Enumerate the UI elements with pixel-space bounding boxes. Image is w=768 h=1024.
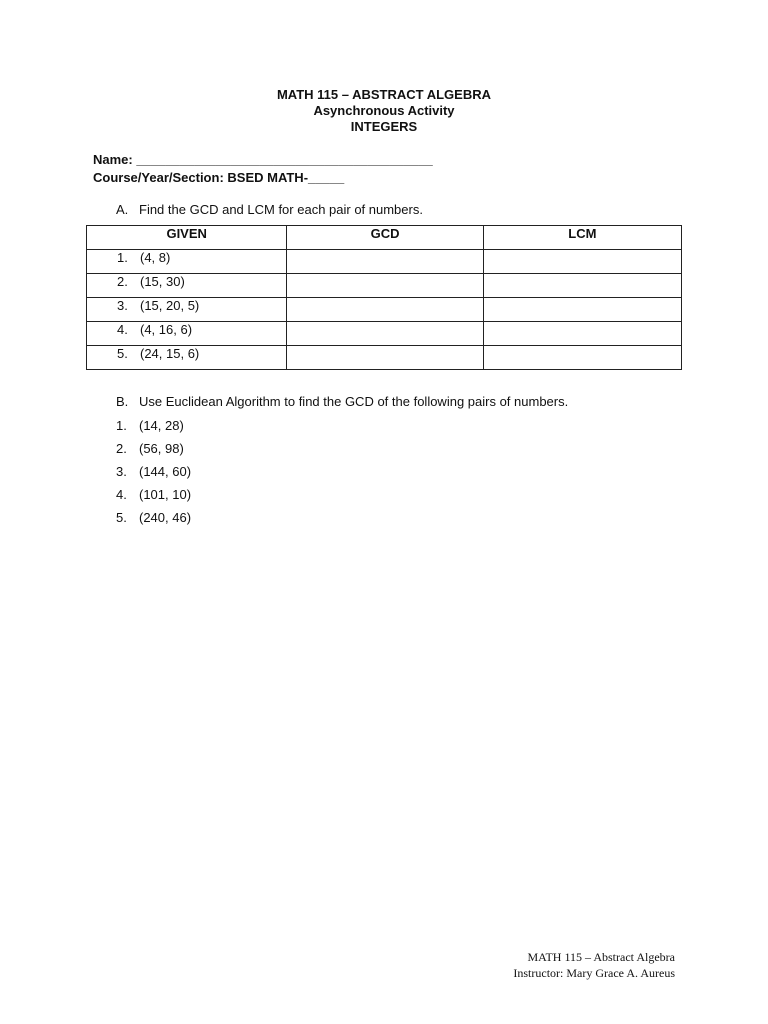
item-pair: (101, 10) [139, 487, 192, 502]
section-b-instruction [116, 394, 568, 410]
item-number: 5. [116, 510, 127, 525]
footer-instructor: Instructor: Mary Grace A. Aureus [513, 966, 675, 980]
gcd-answer-cell[interactable] [287, 274, 483, 298]
list-item [116, 487, 191, 510]
given-cell [87, 274, 287, 298]
course-title: MATH 115 – ABSTRACT ALGEBRA [276, 87, 492, 102]
section-b-text: Use Euclidean Algorithm to find the GCD of the following pairs of numbers. [139, 394, 569, 409]
gcd-answer-cell[interactable] [287, 298, 483, 322]
course-year-section-line: Course/Year/Section: BSED MATH-_____ [93, 170, 345, 185]
footer-course: MATH 115 – Abstract Algebra [527, 950, 675, 964]
item-number: 2. [116, 441, 127, 456]
name-line: Name: _________________________________________ [93, 152, 433, 167]
list-item [116, 510, 191, 533]
row-number: 3. [117, 298, 128, 313]
table-header-row [87, 226, 682, 250]
given-value: (15, 30) [140, 274, 185, 289]
list-item [116, 464, 191, 487]
item-pair: (240, 46) [139, 510, 192, 525]
table-row [87, 346, 682, 370]
section-a-instruction [116, 202, 423, 218]
row-number: 4. [117, 322, 128, 337]
page-footer [513, 949, 675, 981]
item-pair: (14, 28) [139, 418, 184, 433]
column-header-lcm: LCM [483, 226, 681, 250]
list-item [116, 418, 191, 441]
section-a-text: Find the GCD and LCM for each pair of numbers. [139, 202, 423, 217]
column-header-gcd: GCD [287, 226, 483, 250]
activity-title: Asynchronous Activity [313, 103, 455, 118]
lcm-answer-cell[interactable] [483, 250, 681, 274]
gcd-answer-cell[interactable] [287, 250, 483, 274]
lcm-answer-cell[interactable] [483, 274, 681, 298]
item-pair: (56, 98) [139, 441, 184, 456]
row-number: 5. [117, 346, 128, 361]
lcm-answer-cell[interactable] [483, 346, 681, 370]
item-number: 1. [116, 418, 127, 433]
gcd-lcm-table [86, 225, 682, 370]
student-info [93, 151, 433, 187]
row-number: 2. [117, 274, 128, 289]
gcd-answer-cell[interactable] [287, 322, 483, 346]
section-b-letter: B. [116, 394, 129, 409]
given-cell [87, 322, 287, 346]
given-value: (15, 20, 5) [140, 298, 200, 313]
item-number: 4. [116, 487, 127, 502]
given-value: (4, 16, 6) [140, 322, 193, 337]
lcm-answer-cell[interactable] [483, 322, 681, 346]
column-header-given: GIVEN [87, 226, 287, 250]
table-row [87, 298, 682, 322]
item-pair: (144, 60) [139, 464, 192, 479]
lcm-answer-cell[interactable] [483, 298, 681, 322]
given-cell [87, 250, 287, 274]
table-row [87, 250, 682, 274]
table-row [87, 322, 682, 346]
given-cell [87, 298, 287, 322]
section-a-letter: A. [116, 202, 129, 217]
given-value: (4, 8) [140, 250, 171, 265]
euclidean-problem-list [116, 418, 191, 533]
row-number: 1. [117, 250, 128, 265]
document-header [0, 87, 768, 135]
item-number: 3. [116, 464, 127, 479]
gcd-answer-cell[interactable] [287, 346, 483, 370]
topic-title: INTEGERS [350, 119, 418, 134]
table-row [87, 274, 682, 298]
list-item [116, 441, 191, 464]
given-value: (24, 15, 6) [140, 346, 200, 361]
given-cell [87, 346, 287, 370]
